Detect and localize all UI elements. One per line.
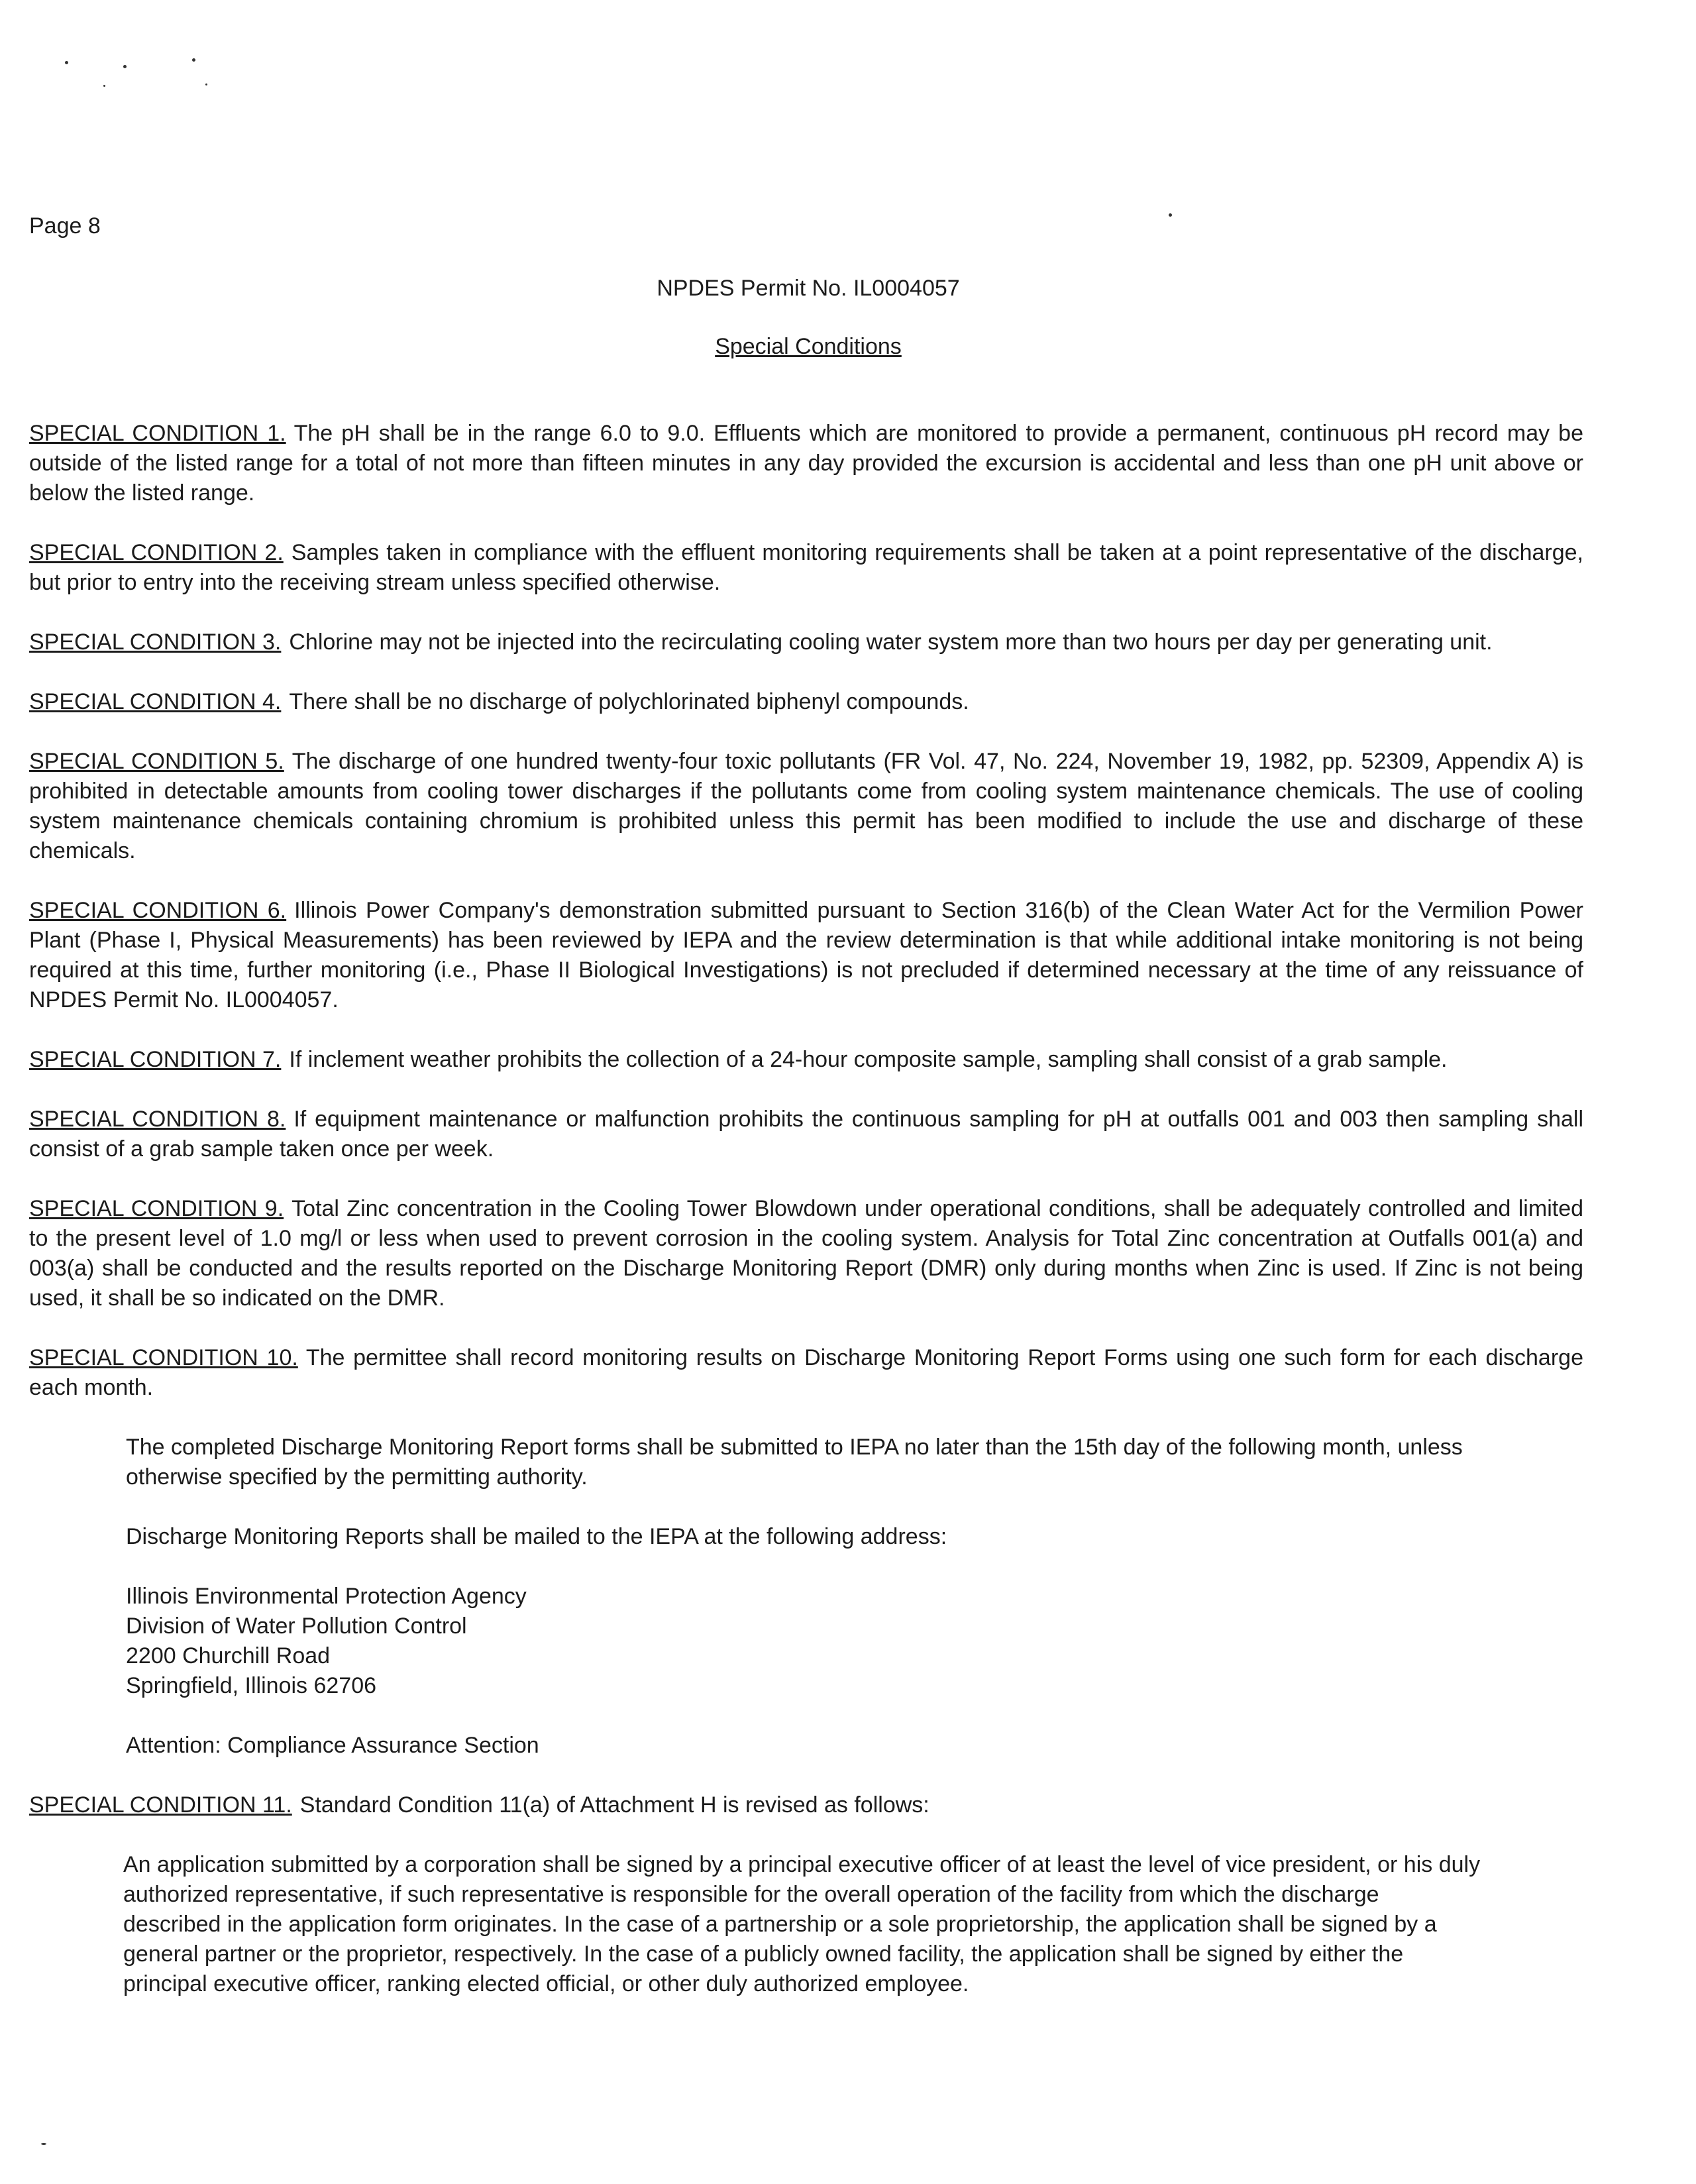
condition-text: Illinois Power Company's demonstration submitted pursuant to Section 316(b) of the Clean Water Act for the Vermilion Power Plant (Phase I, Physical Measurements) has been reviewed by IEPA and the review determination is that while additional intake monitoring is not being required at this time, further monitoring (i.e., Phase II Biological Investigations) is not precluded if determined necessary at the time of any reissuance of NPDES Permit No. IL0004057.: [29, 898, 1583, 1012]
special-condition-11: [29, 1790, 1583, 1820]
address-line: 2200 Churchill Road: [126, 1643, 331, 1668]
condition-text: The permittee shall record monitoring results on Discharge Monitoring Report Forms using one such form for each discharge each month.: [29, 1345, 1583, 1400]
condition-label: SPECIAL CONDITION 5.: [29, 749, 284, 774]
special-condition-3: [29, 628, 1583, 657]
condition-label: SPECIAL CONDITION 7.: [29, 1047, 282, 1072]
condition-text: If equipment maintenance or malfunction prohibits the continuous sampling for pH at outfalls 001 and 003 then sampling shall consist of a grab sample taken once per week.: [29, 1107, 1583, 1162]
condition-label: SPECIAL CONDITION 4.: [29, 689, 282, 714]
mailing-address: [126, 1582, 1484, 1701]
condition-label: SPECIAL CONDITION 6.: [29, 898, 287, 923]
condition-label: SPECIAL CONDITION 9.: [29, 1196, 284, 1221]
special-condition-9: [29, 1194, 1583, 1313]
attention-line: Attention: Compliance Assurance Section: [126, 1733, 539, 1758]
section-title: Special Conditions: [715, 334, 902, 359]
condition-label: SPECIAL CONDITION 8.: [29, 1107, 286, 1132]
special-condition-8: [29, 1105, 1583, 1164]
dmr-mailing-intro: Discharge Monitoring Reports shall be mailed to the IEPA at the following address:: [126, 1524, 947, 1549]
special-condition-4: [29, 687, 1583, 717]
address-line: Illinois Environmental Protection Agency: [126, 1584, 527, 1609]
special-condition-7: [29, 1045, 1583, 1075]
special-condition-6: [29, 896, 1583, 1015]
condition-label: SPECIAL CONDITION 2.: [29, 540, 284, 565]
condition-text: Total Zinc concentration in the Cooling Tower Blowdown under operational conditions, shall be adequately controlled and limited to the present level of 1.0 mg/l or less when used to prevent corrosion in the cooling system. Analysis for Total Zinc concentration at Outfalls 001(a) and 003(a) shall be conducted and the results reported on the Discharge Monitoring Report (DMR) only during months when Zinc is used. If Zinc is not being used, it shall be so indicated on the DMR.: [29, 1196, 1584, 1311]
special-condition-1: [29, 419, 1583, 508]
address-line: Division of Water Pollution Control: [126, 1613, 467, 1639]
condition-label: SPECIAL CONDITION 11.: [29, 1792, 292, 1818]
special-condition-5: [29, 747, 1583, 866]
special-conditions: [29, 419, 1583, 2029]
dmr-submission-text: The completed Discharge Monitoring Report forms shall be submitted to IEPA no later than the 15th day of the following month, unless otherwise specified by the permitting authority.: [126, 1435, 1463, 1490]
page-number: Page 8: [29, 213, 101, 239]
condition-text: There shall be no discharge of polychlorinated biphenyl compounds.: [289, 689, 969, 714]
condition-label: SPECIAL CONDITION 3.: [29, 629, 282, 655]
condition-text: If inclement weather prohibits the collection of a 24-hour composite sample, sampling shall consist of a grab sample.: [289, 1047, 1448, 1072]
condition-text: Chlorine may not be injected into the recirculating cooling water system more than two hours per day per generating unit.: [289, 629, 1493, 655]
condition-label: SPECIAL CONDITION 1.: [29, 421, 286, 446]
signatory-requirements-text: An application submitted by a corporation shall be signed by a principal executive officer of at least the level of vice president, or his duly authorized representative, if such representative is responsible for the overall operation of the facility from which the discharge described in the application form originates. In the case of a partnership or a sole proprietorship, the application shall be signed by a general partner or the proprietor, respectively. In the case of a publicly owned facility, the application shall be signed by either the principal executive officer, ranking elected official, or other duly authorized employee.: [123, 1852, 1481, 1996]
condition-label: SPECIAL CONDITION 10.: [29, 1345, 298, 1370]
condition-text: Standard Condition 11(a) of Attachment H is revised as follows:: [299, 1792, 929, 1818]
condition-text: The discharge of one hundred twenty-four toxic pollutants (FR Vol. 47, No. 224, November 19, 1982, pp. 52309, Appendix A) is prohibited in detectable amounts from cooling tower discharges if the pollutants come from cooling system maintenance chemicals. The use of cooling system maintenance chemicals containing chromium is prohibited unless this permit has been modified to include the use and discharge of these chemicals.: [29, 749, 1583, 863]
special-condition-2: [29, 538, 1583, 598]
condition-text: Samples taken in compliance with the effluent monitoring requirements shall be taken at a point representative of the discharge, but prior to entry into the receiving stream unless specified otherwise.: [29, 540, 1583, 595]
address-line: Springfield, Illinois 62706: [126, 1673, 377, 1698]
condition-text: The pH shall be in the range 6.0 to 9.0. Effluents which are monitored to provide a permanent, continuous pH record may be outside of the listed range for a total of not more than fifteen minutes in any day provided the excursion is accidental and less than one pH unit above or below the listed range.: [29, 421, 1583, 506]
permit-number: NPDES Permit No. IL0004057: [657, 276, 960, 301]
special-condition-10: [29, 1343, 1583, 1403]
